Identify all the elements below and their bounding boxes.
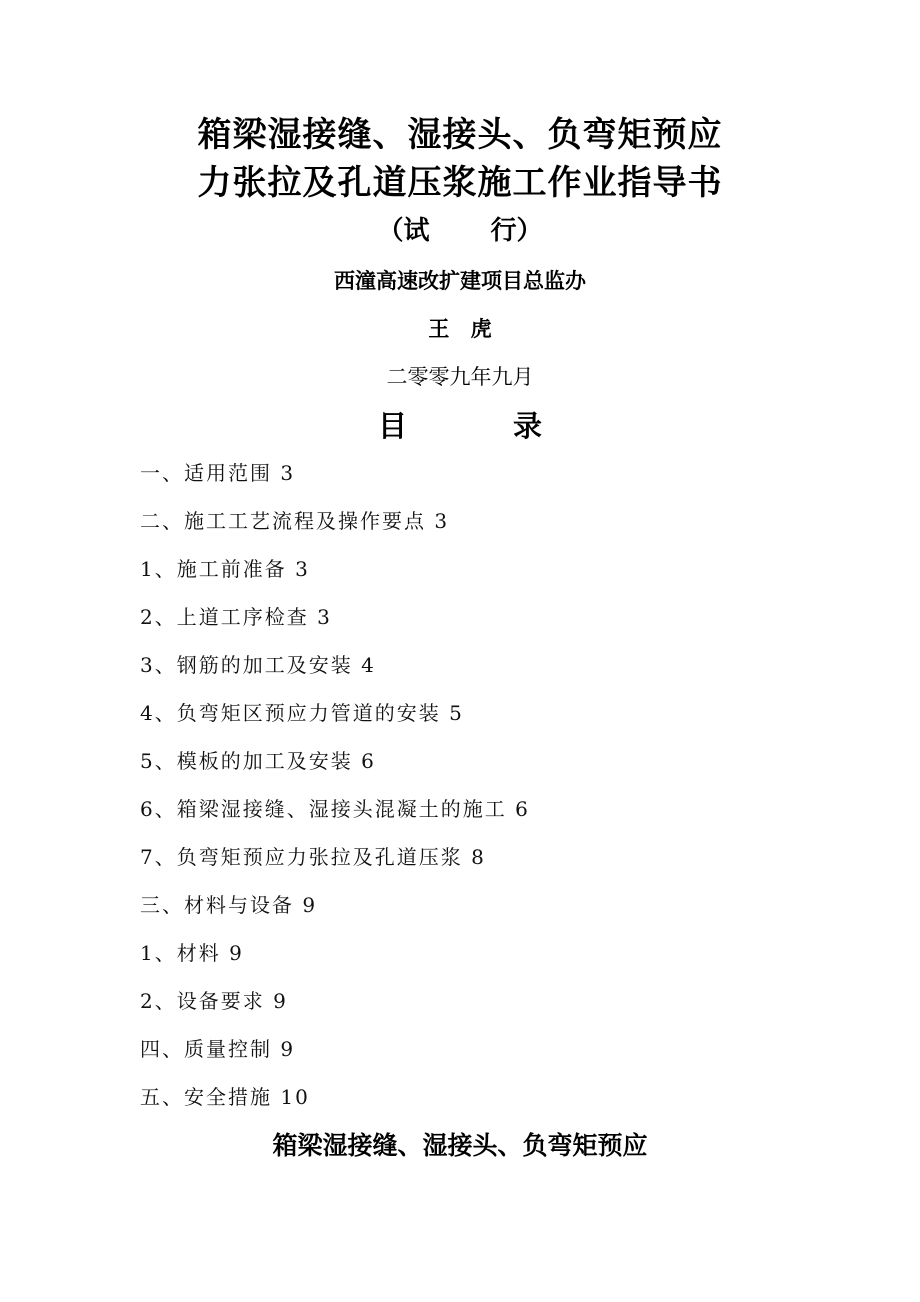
toc-item[interactable]: 3、钢筋的加工及安装 4 bbox=[140, 653, 376, 677]
toc-item[interactable]: 2、上道工序检查 3 bbox=[140, 605, 332, 629]
document-date: 二零零九年九月 bbox=[386, 365, 534, 389]
trial-label: （试 行） bbox=[377, 216, 543, 246]
toc-item[interactable]: 五、安全措施 10 bbox=[140, 1085, 310, 1109]
toc-item[interactable]: 三、材料与设备 9 bbox=[140, 893, 318, 917]
toc-item[interactable]: 1、施工前准备 3 bbox=[140, 557, 310, 581]
document-title-line-1: 箱梁湿接缝、湿接头、负弯矩预应 bbox=[197, 115, 723, 155]
toc-item[interactable]: 4、负弯矩区预应力管道的安装 5 bbox=[140, 701, 464, 725]
toc-item[interactable]: 6、箱梁湿接缝、湿接头混凝土的施工 6 bbox=[140, 797, 530, 821]
organization: 西潼高速改扩建项目总监办 bbox=[334, 269, 586, 293]
toc-item[interactable]: 5、模板的加工及安装 6 bbox=[140, 749, 376, 773]
toc-item[interactable]: 二、施工工艺流程及操作要点 3 bbox=[140, 509, 450, 533]
author: 王 虎 bbox=[428, 317, 492, 341]
toc-heading: 目 录 bbox=[377, 409, 543, 443]
toc-item[interactable]: 2、设备要求 9 bbox=[140, 989, 288, 1013]
document-title-line-2: 力张拉及孔道压浆施工作业指导书 bbox=[197, 163, 723, 203]
toc-item[interactable]: 一、适用范围 3 bbox=[140, 461, 296, 485]
body-section-title: 箱梁湿接缝、湿接头、负弯矩预应 bbox=[272, 1131, 648, 1160]
table-of-contents bbox=[140, 456, 530, 1128]
toc-item[interactable]: 1、材料 9 bbox=[140, 941, 244, 965]
toc-item[interactable]: 7、负弯矩预应力张拉及孔道压浆 8 bbox=[140, 845, 486, 869]
toc-item[interactable]: 四、质量控制 9 bbox=[140, 1037, 296, 1061]
